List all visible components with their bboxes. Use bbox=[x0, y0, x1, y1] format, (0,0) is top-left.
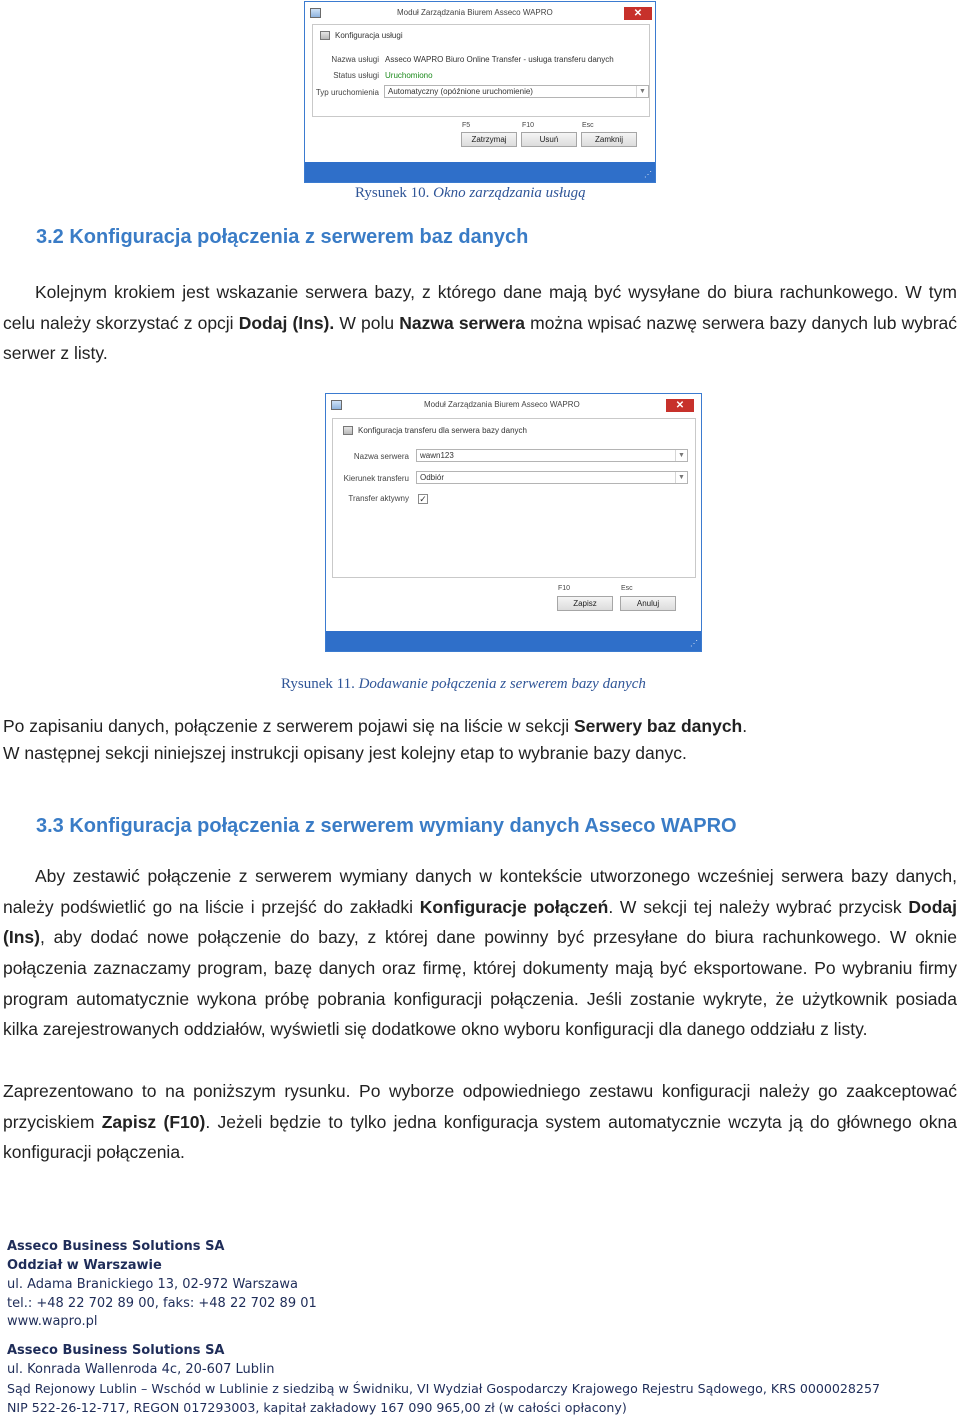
cancel-button[interactable]: Anuluj bbox=[620, 596, 676, 611]
figure11-caption bbox=[281, 676, 646, 693]
transfer-direction-label: Kierunek transferu bbox=[343, 474, 409, 483]
chevron-down-icon[interactable]: ▼ bbox=[675, 450, 687, 461]
transfer-direction-value: Odbiór bbox=[420, 473, 445, 482]
status-bar bbox=[305, 162, 655, 182]
footer-company-2: Asseco Business Solutions SA bbox=[7, 1343, 225, 1358]
settings-icon bbox=[320, 31, 330, 40]
footer-website[interactable]: www.wapro.pl bbox=[7, 1314, 98, 1329]
startup-type-value: Automatyczny (opóźnione uruchomienie) bbox=[388, 87, 533, 96]
app-icon bbox=[310, 8, 321, 18]
chevron-down-icon: ▼ bbox=[636, 86, 648, 97]
caption-text: Dodawanie połączenia z serwerem bazy danych bbox=[358, 676, 646, 692]
resize-grip-icon[interactable]: ⋰ bbox=[644, 170, 652, 179]
paragraph-3-3-b: Zaprezentowano to na poniższym rysunku. Po wyborze odpowiedniego zestawu konfiguracji należy go zaakceptować przyciskiem Zapisz (F10). Jeżeli będzie to tylko jedna konfiguracja system automatycznie wczyta ją do głównego okna konfiguracji połączenia. bbox=[3, 1081, 957, 1163]
close-button[interactable]: ✕ bbox=[624, 7, 652, 20]
transfer-active-label: Transfer aktywny bbox=[348, 494, 409, 503]
window-titlebar bbox=[326, 394, 701, 416]
caption-prefix: Rysunek 11. bbox=[281, 676, 355, 692]
stop-button[interactable]: Zatrzymaj bbox=[461, 132, 517, 147]
service-name-label: Nazwa usługi bbox=[331, 55, 379, 64]
fkey-save: F10 bbox=[558, 585, 571, 592]
fkey-remove: F10 bbox=[522, 122, 535, 129]
figure10-caption bbox=[355, 185, 586, 202]
settings-icon bbox=[343, 426, 353, 435]
footer-court: Sąd Rejonowy Lublin – Wschód w Lublinie z siedzibą w Świdniku, VI Wydział Gospodarczy Krajowego Rejestru Sądowego, KRS 0000028257 bbox=[7, 1381, 880, 1396]
window-titlebar bbox=[305, 2, 655, 24]
app-icon bbox=[331, 400, 342, 410]
footer-registry: NIP 522-26-12-717, REGON 017293003, kapitał zakładowy 167 090 965,00 zł (w całości opłacony) bbox=[7, 1400, 627, 1415]
fkey-stop: F5 bbox=[462, 122, 471, 129]
transfer-config-panel bbox=[332, 418, 696, 578]
caption-prefix: Rysunek 10. bbox=[355, 185, 430, 201]
transfer-direction-select[interactable] bbox=[416, 471, 688, 484]
close-button[interactable]: ✕ bbox=[666, 399, 694, 412]
status-bar bbox=[326, 631, 701, 651]
paragraph-after-fig11: Po zapisaniu danych, połączenie z serwerem pojawi się na liście w sekcji Serwery baz danych. W następnej sekcji niniejszej instrukcji opisany jest kolejny etap to wybranie bazy danyc. bbox=[3, 716, 748, 764]
server-connection-window bbox=[325, 393, 702, 652]
section-heading-3-2: 3.2 Konfiguracja połączenia z serwerem baz danych bbox=[36, 226, 529, 248]
service-status-label: Status usługi bbox=[333, 71, 379, 80]
fkey-close: Esc bbox=[582, 122, 594, 129]
paragraph-3-2: Kolejnym krokiem jest wskazanie serwera bazy, z którego dane mają być wysyłane do biura rachunkowego. W tym celu należy skorzystać z opcji Dodaj (Ins). W polu Nazwa serwera można wpisać nazwę serwera bazy danych lub wybrać serwer z listy. bbox=[3, 282, 958, 364]
service-management-window bbox=[304, 1, 656, 183]
startup-type-select[interactable] bbox=[384, 85, 649, 98]
save-button[interactable]: Zapisz bbox=[557, 596, 613, 611]
remove-button[interactable]: Usuń bbox=[521, 132, 577, 147]
service-status-value: Uruchomiono bbox=[385, 71, 433, 80]
server-name-value: wawn123 bbox=[420, 451, 454, 460]
footer-address-1: ul. Adama Branickiego 13, 02-972 Warszawa bbox=[7, 1277, 298, 1292]
footer-address-2: ul. Konrada Wallenroda 4c, 20-607 Lublin bbox=[7, 1362, 275, 1377]
window-title: Moduł Zarządzania Biurem Asseco WAPRO bbox=[397, 8, 553, 17]
paragraph-3-3-a: Aby zestawić połączenie z serwerem wymiany danych w kontekście utworzonego wcześniej serwera bazy danych, należy podświetlić go na liście i przejść do zakładki Konfiguracje połączeń. W sekcji tej należy wybrać przycisk Dodaj (Ins), aby dodać nowe połączenie do bazy, z której dane powinny być przesyłane do biura rachunkowego. W oknie połączenia zaznaczamy program, bazę danych oraz firmę, której dokumenty mają być eksportowane. Po wybraniu firmy program automatycznie wykona próbę pobrania konfiguracji połączenia. Jeśli zostanie wykryte, że użytkownik posiada kilka zarejestrowanych oddziałów, wyświetli się dodatkowe okno wyboru konfiguracji dla danego oddziału z listy. bbox=[3, 866, 958, 1040]
startup-type-label: Typ uruchomienia bbox=[315, 88, 379, 97]
server-name-input[interactable] bbox=[416, 449, 688, 462]
resize-grip-icon[interactable]: ⋰ bbox=[690, 639, 698, 648]
caption-text: Okno zarządzania usługą bbox=[433, 185, 586, 201]
section-title: Konfiguracja usługi bbox=[335, 31, 403, 40]
transfer-active-checkbox[interactable]: ✓ bbox=[419, 494, 427, 504]
server-name-label: Nazwa serwera bbox=[353, 452, 409, 461]
footer-branch: Oddział w Warszawie bbox=[7, 1258, 162, 1273]
footer-company-1: Asseco Business Solutions SA bbox=[7, 1239, 225, 1254]
service-name-value: Asseco WAPRO Biuro Online Transfer - usługa transferu danych bbox=[385, 55, 614, 64]
section-heading-3-3: 3.3 Konfiguracja połączenia z serwerem wymiany danych Asseco WAPRO bbox=[36, 815, 737, 837]
chevron-down-icon[interactable]: ▼ bbox=[675, 472, 687, 483]
fkey-cancel: Esc bbox=[621, 585, 633, 592]
footer-phone: tel.: +48 22 702 89 00, faks: +48 22 702 89 01 bbox=[7, 1296, 317, 1311]
window-title: Moduł Zarządzania Biurem Asseco WAPRO bbox=[424, 400, 580, 409]
close-window-button[interactable]: Zamknij bbox=[581, 132, 637, 147]
service-config-panel bbox=[312, 24, 650, 117]
section-title: Konfiguracja transferu dla serwera bazy danych bbox=[358, 426, 527, 435]
